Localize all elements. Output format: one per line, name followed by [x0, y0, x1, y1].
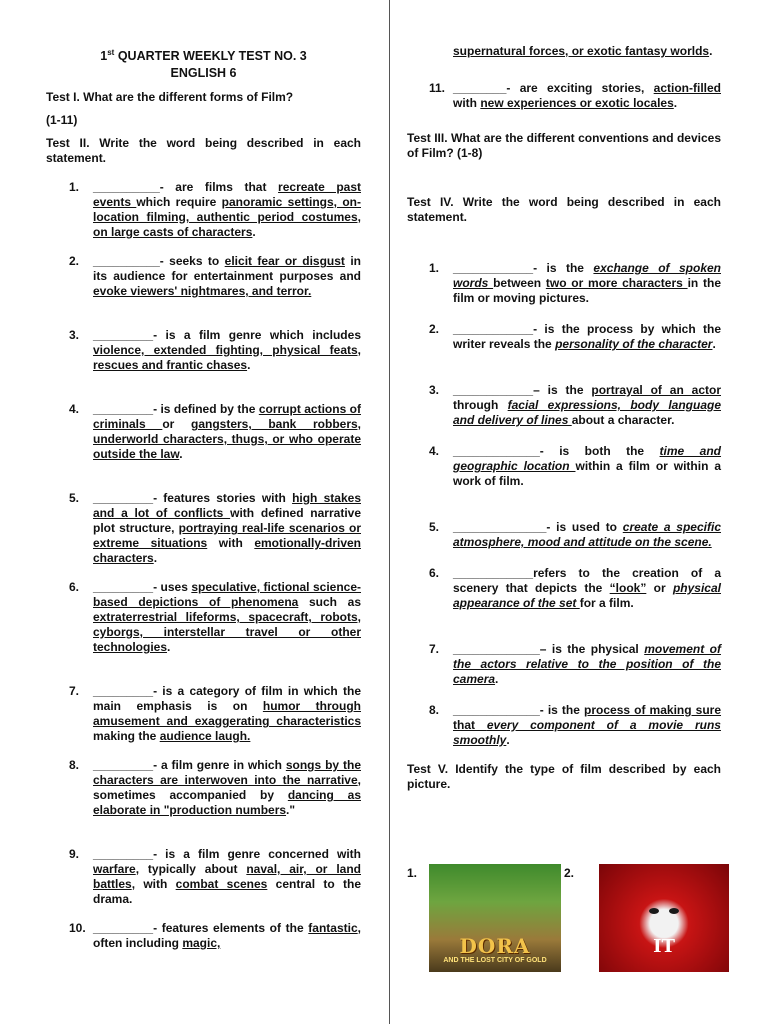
test4-item-7 — [407, 642, 721, 687]
test2-item-text-part: with — [453, 96, 481, 110]
test4-item-8 — [407, 703, 721, 748]
test2-item-text-part: songs by the characters are interwoven into the narrative — [93, 758, 361, 788]
test2-item-text-part: new experiences or exotic locales — [480, 96, 674, 110]
test5-pictures — [407, 864, 737, 976]
test2-item-9 — [46, 847, 361, 907]
test4-item-text-part: ____________refers to the creation of a scenery that depicts the — [453, 566, 721, 595]
test4-item-text-part: process of making sure that — [453, 703, 722, 732]
test4-item-number: 8. — [429, 703, 440, 717]
test2-item-text-part: central to the drama. — [93, 877, 361, 907]
test2-item-text-part: corrupt actions of criminals — [93, 402, 361, 432]
test2-item-text-part: fantastic — [308, 921, 358, 936]
test4-instruction: Test IV. Write the word being described in each statement. — [407, 195, 721, 224]
test4-item-text-part: facial expressions, body language and delivery of lines — [453, 398, 721, 427]
test4-item-text-part: . — [495, 672, 499, 686]
it-movie-poster — [599, 864, 729, 972]
test2-item-2 — [46, 254, 361, 299]
test2-item-text-part: dancing as elaborate in "production numbers — [93, 788, 361, 818]
test2-item-number: 6. — [69, 580, 80, 595]
test4-item-text — [453, 642, 721, 687]
test4-item-text-part: ____________- is the — [453, 261, 594, 275]
test2-item-text-part: . — [247, 358, 251, 373]
test2-continued-item-text-part: . — [709, 44, 713, 58]
test2-item-text-part: , often including — [93, 921, 361, 951]
test2-item-text — [93, 328, 361, 373]
test2-item-text-part: . — [252, 225, 256, 240]
test1-question: Test I. What are the different forms of Film? — [46, 90, 294, 105]
test2-item-number: 1. — [69, 180, 80, 195]
test2-item-list — [46, 180, 361, 951]
test2-overflow-list — [407, 44, 721, 111]
test4-item-text-part: physical appearance of the set — [453, 581, 721, 610]
test2-item-text-part: emotionally-driven characters — [93, 536, 361, 566]
test4-item-text-part: . — [506, 733, 510, 747]
test4-item-text-part: create a specific atmosphere, mood and attitude on the scene. — [453, 520, 721, 549]
test4-item-text-part: exchange of spoken words — [453, 261, 721, 290]
test2-item-text — [93, 684, 361, 744]
test2-item-text-part: extraterrestrial lifeforms, spacecraft, robots, cyborgs, interstellar travel or other technologies — [93, 610, 361, 655]
subject-title: ENGLISH 6 — [170, 66, 237, 81]
test2-instruction: Test II. Write the word being described in each statement. — [46, 136, 361, 166]
test2-item-1 — [46, 180, 361, 240]
test2-item-text-part: speculative, fictional science-based depictions of phenomena — [93, 580, 361, 610]
test4-item-text-part: ____________- is the process by which the writer reveals the — [453, 322, 721, 351]
test4-item-4 — [407, 444, 721, 489]
test2-item-text-part: violence, extended fighting, physical feats, rescues and frantic chases — [93, 343, 361, 373]
test4-item-text-part: _____________- is the — [453, 703, 585, 717]
test2-continued-item-number — [407, 44, 453, 59]
test2-item-number: 7. — [69, 684, 80, 699]
test2-item-text-part: _________- features elements of the — [93, 921, 309, 936]
test2-item-text-part: with defined narrative plot structure, — [93, 506, 361, 536]
test4-item-text-part: time and geographic location — [453, 444, 722, 473]
test2-item-5 — [46, 491, 361, 566]
test2-item-text-part: , with — [131, 877, 176, 892]
test4-item-text-part: personality of the character — [555, 337, 713, 351]
test4-item-text-part: . — [712, 337, 716, 351]
it-poster-title: IT — [653, 936, 675, 957]
test4-item-text-part: ____________– is the — [453, 383, 592, 397]
test2-item-text-part: which require — [136, 195, 222, 210]
test2-item-text-part: recreate past events — [93, 180, 361, 210]
test2-item-number: 5. — [69, 491, 80, 506]
left-column — [46, 0, 361, 951]
title-superscript: st — [107, 48, 115, 57]
test4-item-text — [453, 520, 721, 550]
test2-item-text — [93, 580, 361, 655]
test4-item-text-part: about a character. — [571, 413, 675, 427]
test4-item-number: 5. — [429, 520, 440, 534]
test2-item-text-part: evoke viewers' nightmares, and terror. — [93, 284, 312, 299]
test2-item-text-part: , typically about — [135, 862, 247, 877]
test4-item-text-part: within a film or within a work of film. — [453, 459, 721, 488]
test2-item-text-part: , sometimes accompanied by — [93, 773, 361, 803]
test4-item-text-part: ______________- is used to — [453, 520, 623, 534]
test2-item-text — [93, 180, 361, 240]
test2-item-text-part: portraying real-life scenarios or extreme situations — [93, 521, 361, 551]
test1-range: (1-11) — [46, 113, 78, 128]
test4-item-number: 1. — [429, 261, 440, 275]
test4-item-text-part: movement of the actors relative to the position of the camera — [453, 642, 721, 686]
test2-item-number: 10. — [69, 921, 86, 936]
test4-item-number: 6. — [429, 566, 440, 580]
test4-item-text — [453, 703, 721, 748]
test4-item-number: 7. — [429, 642, 440, 656]
test2-item-text-part: . — [167, 640, 171, 655]
test4-item-text — [453, 261, 721, 306]
test2-item-text — [93, 921, 361, 951]
test2-item-number: 2. — [69, 254, 80, 269]
test4-item-1 — [407, 261, 721, 306]
test2-item-text-part: audience laugh. — [159, 729, 251, 744]
test2-item-text-part: panoramic settings, on-location filming, authentic period costumes, on large casts of characters — [93, 195, 361, 240]
test4-item-2 — [407, 322, 721, 352]
test2-item-text-part: . — [153, 551, 158, 566]
test2-item-text-part: _________- uses — [93, 580, 192, 595]
clown-left-eye — [649, 908, 659, 914]
test2-continued-item-text-part: supernatural forces, or exotic fantasy worlds — [453, 44, 710, 58]
test4-item-5 — [407, 520, 721, 550]
test5-instruction: Test V. Identify the type of film described by each picture. — [407, 762, 721, 791]
test2-item-11 — [407, 81, 721, 111]
test4-item-text-part: _____________– is the physical — [453, 642, 645, 656]
title-rest: QUARTER WEEKLY TEST NO. 3 — [114, 49, 307, 64]
test2-item-text-part: __________- seeks to — [93, 254, 225, 269]
test2-item-number: 11. — [429, 81, 446, 95]
picture-number-2: 2. — [564, 866, 575, 880]
test2-item-text-part: making the — [93, 729, 160, 744]
test4-item-number: 3. — [429, 383, 440, 397]
test4-item-text-part: through — [453, 398, 508, 412]
test2-item-10 — [46, 921, 361, 951]
test2-item-text — [93, 491, 361, 566]
test4-item-3 — [407, 383, 721, 428]
test2-item-text-part: _________- features stories with — [93, 491, 293, 506]
test2-item-text — [93, 402, 361, 462]
test2-item-number: 9. — [69, 847, 80, 862]
dora-movie-poster — [429, 864, 561, 972]
test2-item-text-part: humor through amusement and exaggerating characteristics — [93, 699, 361, 729]
test4-item-list — [407, 261, 721, 748]
test2-item-text-part: . — [673, 96, 678, 110]
test4-item-text-part: every component of a movie runs smoothly — [453, 718, 721, 747]
test2-item-text — [93, 847, 361, 907]
test4-item-text-part: or — [646, 581, 673, 595]
test3-question: Test III. What are the different conventions and devices of Film? (1-8) — [407, 131, 721, 160]
test2-item-text-part: or — [162, 417, 191, 432]
test2-item-text-part: __________- are films that — [93, 180, 279, 195]
test2-item-text-part: magic, — [182, 936, 221, 951]
test2-continued-item-text — [453, 44, 721, 59]
test2-item-text-part: _________- is defined by the — [93, 402, 259, 417]
test2-item-number: 3. — [69, 328, 80, 343]
test2-item-text-part: with — [207, 536, 255, 551]
test2-item-text-part: _________- is a category of film in which the main emphasis is on — [93, 684, 361, 714]
test2-item-7 — [46, 684, 361, 744]
dora-poster-subtitle: AND THE LOST CITY OF GOLD — [443, 957, 547, 964]
test2-continued-item-10 — [407, 44, 721, 59]
test2-item-text-part: in its audience for entertainment purposes and — [93, 254, 362, 284]
dora-poster-title: DORA — [459, 934, 531, 958]
test2-item-number: 4. — [69, 402, 80, 417]
test4-item-text-part: “look” — [609, 581, 647, 595]
title-prefix: 1 — [100, 49, 108, 64]
test2-item-text-part: elicit fear or disgust — [224, 254, 345, 269]
test2-item-text-part: _________- a film genre in which — [93, 758, 286, 773]
test4-item-text-part: _____________- is both the — [453, 444, 660, 458]
test4-item-text — [453, 566, 721, 611]
test2-item-text-part: _________- is a film genre concerned with — [93, 847, 361, 862]
test2-item-text — [93, 254, 361, 299]
test2-item-text-part: action-filled — [653, 81, 721, 95]
test2-item-text — [93, 758, 361, 818]
page-title — [46, 44, 361, 65]
test2-item-6 — [46, 580, 361, 655]
right-column — [407, 0, 721, 792]
test2-item-number: 8. — [69, 758, 80, 773]
test4-item-text-part: for a film. — [579, 596, 634, 610]
test4-item-text — [453, 322, 721, 352]
test4-item-text-part: in the film or moving pictures. — [453, 276, 721, 305]
test4-item-text-part: two or more characters — [545, 276, 688, 290]
test2-item-text — [453, 81, 721, 111]
test2-item-text-part: ." — [286, 803, 296, 818]
test2-item-text-part: such as — [298, 595, 361, 610]
test2-item-3 — [46, 328, 361, 373]
test2-item-8 — [46, 758, 361, 818]
column-divider — [389, 0, 390, 1024]
test4-item-number: 2. — [429, 322, 440, 336]
test4-item-text-part: between — [493, 276, 546, 290]
test4-item-6 — [407, 566, 721, 611]
test4-item-text-part: portrayal of an actor — [591, 383, 721, 397]
test4-item-text — [453, 383, 721, 428]
test2-item-text-part: _________- is a film genre which includes — [93, 328, 361, 343]
test2-item-text-part: warfare — [93, 862, 136, 877]
test2-item-text-part: . — [179, 447, 183, 462]
test2-item-4 — [46, 402, 361, 462]
test2-item-text-part: high stakes and a lot of conflicts — [93, 491, 361, 521]
clown-right-eye — [669, 908, 679, 914]
test4-item-number: 4. — [429, 444, 440, 458]
test2-item-text-part: naval, air, or land battles — [93, 862, 361, 892]
test2-item-text-part: gangsters, bank robbers, underworld characters, thugs, or who operate outside the law — [93, 417, 361, 462]
test2-item-text-part: combat scenes — [175, 877, 268, 892]
picture-number-1: 1. — [407, 866, 418, 880]
test2-item-text-part: ________- are exciting stories, — [453, 81, 654, 95]
test4-item-text — [453, 444, 721, 489]
